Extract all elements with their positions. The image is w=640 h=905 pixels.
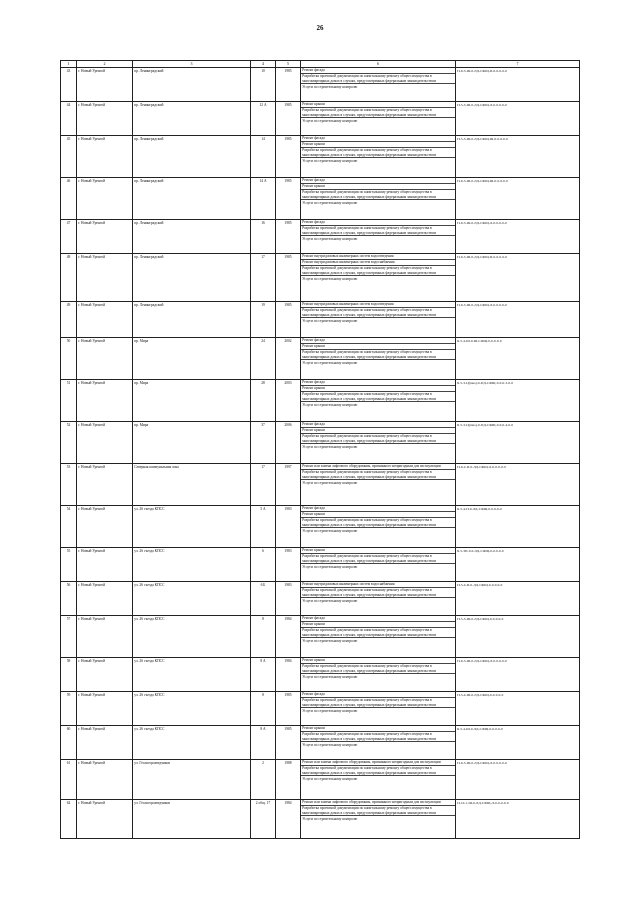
work-item: Разработка проектной документации по капитальному ремонту общего имущества в многоквартирных домах в случаях, предусмотренных федеральным законодательством [301, 628, 455, 638]
house-cell: 8 [251, 692, 276, 725]
works-cell [301, 582, 456, 615]
year-cell: 1984 [276, 616, 301, 657]
work-item: Разработка проектной документации по капитальному ремонту общего имущества в многоквартирных домах в случаях, предусмотренных федеральным законодательством [301, 470, 455, 480]
work-item: Ремонт фасада [301, 178, 455, 184]
work-item: Ремонт крыши [301, 428, 455, 434]
street-cell: пр. Ленинградский [133, 178, 251, 219]
street-cell: Северная коммунальная зона [133, 464, 251, 505]
work-item: Ремонт или замена лифтового оборудования, признанного непригодным для эксплуатации [301, 760, 455, 766]
code-cell: Б-5-4-П-0-ЛД-СФЩ-0-0-0-0-0 [457, 506, 502, 511]
work-item: Ремонт фасада [301, 136, 455, 142]
row-number: 44 [61, 102, 77, 135]
work-item: Услуги по строительному контролю [302, 402, 358, 407]
work-item: Услуги по строительному контролю [302, 444, 358, 449]
row-number: 50 [61, 338, 77, 379]
street-cell: пр. Мира [133, 380, 251, 421]
house-cell: 12 А [251, 102, 276, 135]
street-cell: ул. 26 съезда КПСС [133, 616, 251, 657]
work-item: Ремонт фасада [301, 616, 455, 622]
code-cell: П-9-3-Ш-0-ЛД-СФЩ-Л-0-0-0-0-0 [457, 302, 507, 307]
works-cell [301, 338, 456, 379]
code-cell: П-5-4-Ш-0-ЛД-СФЩ-0-0-0-0-0 [457, 692, 504, 697]
city-cell: г. Новый Уренгой [77, 102, 133, 135]
table-row [60, 547, 580, 581]
work-item: Разработка проектной документации по капитальному ремонту общего имущества в многоквартирных домах в случаях, предусмотренных федеральным законодательством [301, 350, 455, 360]
work-item: Услуги по строительному контролю [302, 564, 358, 569]
work-item: Ремонт крыши [301, 512, 455, 518]
row-number: 57 [61, 616, 77, 657]
house-cell: 14 [251, 136, 276, 177]
city-cell: г. Новый Уренгой [77, 800, 133, 838]
table-row [60, 463, 580, 505]
work-item: Услуги по строительному контролю [302, 158, 358, 163]
works-cell [301, 658, 456, 691]
city-cell: г. Новый Уренгой [77, 760, 133, 799]
work-item: Разработка проектной документации по капитальному ремонту общего имущества в многоквартирных домах в случаях, предусмотренных федеральным законодательством [301, 190, 455, 200]
street-cell: ул. 26 съезда КПСС [133, 548, 251, 581]
year-cell: 2003 [276, 380, 301, 421]
house-cell: 14 А [251, 178, 276, 219]
house-cell: 2 общ. 17 [251, 800, 276, 838]
page-number: 26 [316, 24, 324, 32]
table-row [60, 725, 580, 759]
table-row [60, 253, 580, 301]
year-cell: 1984 [276, 800, 301, 838]
work-item: Разработка проектной документации по капитальному ремонту общего имущества в многоквартирных домах в случаях, предусмотренных федеральным законодательством [301, 226, 455, 236]
year-cell: 1985 [276, 692, 301, 725]
city-cell: г. Новый Уренгой [77, 422, 133, 463]
row-number: 61 [61, 760, 77, 799]
code-cell: П-9-3-Ш-0-ЛД-СФЩ-Л-0-0-0-0-0 [457, 220, 507, 225]
city-cell: г. Новый Уренгой [77, 338, 133, 379]
table-header-row [60, 60, 580, 67]
table-row [60, 379, 580, 421]
works-cell [301, 422, 456, 463]
row-number: 53 [61, 464, 77, 505]
house-cell: 8 А [251, 658, 276, 691]
code-cell: П-5-3-Ш-0-ЛД-СФЩ-0-0-0-0-0 [457, 616, 504, 621]
table-row [60, 67, 580, 101]
street-cell: ул. 26 съезда КПСС [133, 506, 251, 547]
works-cell [301, 68, 456, 101]
code-cell: П-9-3-Ш-0-ЛД-СФЩ-Л-0-0-0-0-0 [457, 658, 507, 663]
city-cell: г. Новый Уренгой [77, 380, 133, 421]
house-cell: 17 [251, 254, 276, 301]
work-item: Разработка проектной документации по капитальному ремонту общего имущества в многоквартирных домах в случаях, предусмотренных федеральным законодательством [301, 148, 455, 158]
work-item: Разработка проектной документации по капитальному ремонту общего имущества в многоквартирных домах в случаях, предусмотренных федеральным законодательством [301, 554, 455, 564]
work-item: Ремонт крыши [301, 548, 455, 554]
work-item: Ремонт или замена лифтового оборудования, признанного непригодным для эксплуатации [301, 800, 455, 806]
table-row [60, 135, 580, 177]
house-cell: 28 [251, 380, 276, 421]
works-cell [301, 760, 456, 799]
code-cell: П-9-3-Ш-0-ЛД-СФЩ-П-0-0-0-0-0 [457, 254, 507, 259]
works-cell [301, 506, 456, 547]
works-cell [301, 220, 456, 253]
year-cell: 1984 [276, 658, 301, 691]
work-item: Услуги по строительному контролю [302, 674, 358, 679]
header-cell: 7 [516, 61, 519, 66]
work-item: Ремонт фасада [301, 506, 455, 512]
work-item: Ремонт фасада [301, 422, 455, 428]
works-cell [301, 136, 456, 177]
works-cell [301, 692, 456, 725]
work-item: Разработка проектной документации по капитальному ремонту общего имущества в многоквартирных домах в случаях, предусмотренных федеральным законодательством [301, 806, 455, 816]
row-number: 45 [61, 136, 77, 177]
code-cell: П-5-3-Ш-0-ЛД-СФЩ-Л-0-0-0-0-0 [457, 102, 507, 107]
table-row [60, 101, 580, 135]
house-cell: 6 [251, 548, 276, 581]
street-cell: пр. Ленинградский [133, 220, 251, 253]
header-cell: 1 [61, 61, 77, 67]
work-item: Ремонт крыши [301, 622, 455, 628]
row-number: 59 [61, 692, 77, 725]
row-number: 60 [61, 726, 77, 759]
house-cell: 24 [251, 338, 276, 379]
year-cell: 1985 [276, 220, 301, 253]
work-item: Ремонт крыши [301, 142, 455, 148]
row-number: 46 [61, 178, 77, 219]
row-number: 51 [61, 380, 77, 421]
code-cell: П-9-3-Ш-0-ЛД-СФЩ-Ш-0-0-0-0-0 [457, 178, 508, 183]
street-cell: пр. Мира [133, 422, 251, 463]
table-row [60, 219, 580, 253]
street-cell: пр. Мира [133, 338, 251, 379]
city-cell: г. Новый Уренгой [77, 464, 133, 505]
work-item: Услуги по строительному контролю [302, 360, 358, 365]
header-cell: 3 [133, 61, 251, 67]
work-item: Ремонт крыши [301, 184, 455, 190]
work-item: Ремонт внутридомовых инженерных систем водоснабжения [301, 260, 455, 266]
works-cell [301, 302, 456, 337]
work-item: Разработка проектной документации по капитальному ремонту общего имущества в многоквартирных домах в случаях, предусмотренных федеральным законодательством [301, 664, 455, 674]
table-body [60, 67, 580, 839]
work-item: Услуги по строительному контролю [302, 638, 358, 643]
year-cell: 1983 [276, 582, 301, 615]
city-cell: г. Новый Уренгой [77, 548, 133, 581]
code-cell: Б-5-3-Ц(пмо)-0-ПД-СФЩ-0-0-0-4-0-0 [457, 422, 514, 427]
year-cell: 1985 [276, 302, 301, 337]
work-item: Услуги по строительному контролю [302, 528, 358, 533]
works-cell [301, 800, 456, 838]
work-item: Разработка проектной документации по капитальному ремонту общего имущества в многоквартирных домах в случаях, предусмотренных федеральным законодательством [301, 74, 455, 84]
year-cell: 1985 [276, 726, 301, 759]
work-item: Разработка проектной документации по капитальному ремонту общего имущества в многоквартирных домах в случаях, предусмотренных федеральным законодательством [301, 518, 455, 528]
work-item: Ремонт фасада [301, 692, 455, 698]
city-cell: г. Новый Уренгой [77, 616, 133, 657]
row-number: 43 [61, 68, 77, 101]
header-cell: 2 [77, 61, 133, 67]
row-number: 56 [61, 582, 77, 615]
table-row [60, 615, 580, 657]
year-cell: 1985 [276, 102, 301, 135]
house-cell: 37 [251, 422, 276, 463]
table-row [60, 799, 580, 839]
house-cell: 8 А [251, 726, 276, 759]
year-cell: 1988 [276, 760, 301, 799]
work-item: Разработка проектной документации по капитальному ремонту общего имущества в многоквартирных домах в случаях, предусмотренных федеральным законодательством [301, 766, 455, 776]
year-cell: 1985 [276, 254, 301, 301]
city-cell: г. Новый Уренгой [77, 136, 133, 177]
house-cell: 17 [251, 464, 276, 505]
work-item: Услуги по строительному контролю [302, 276, 358, 281]
city-cell: г. Новый Уренгой [77, 692, 133, 725]
house-cell: 5 А [251, 506, 276, 547]
header-cell: 6 [301, 61, 456, 67]
work-item: Услуги по строительному контролю [302, 480, 358, 485]
work-item: Ремонт фасада [301, 68, 455, 74]
work-item: Услуги по строительному контролю [302, 318, 358, 323]
street-cell: пр. Ленинградский [133, 68, 251, 101]
work-item: Ремонт фасада [301, 220, 455, 226]
street-cell: пр. Ленинградский [133, 254, 251, 301]
street-cell: пр. Ленинградский [133, 102, 251, 135]
street-cell: ул. 26 съезда КПСС [133, 582, 251, 615]
house-cell: 16 [251, 220, 276, 253]
street-cell: ул. 26 съезда КПСС [133, 726, 251, 759]
work-item: Разработка проектной документации по капитальному ремонту общего имущества в многоквартирных домах в случаях, предусмотренных федеральным законодательством [301, 308, 455, 318]
table-row [60, 337, 580, 379]
code-cell: Б-5-4-Ш-0-Ш-СФЩ-0-0-0-0-0 [457, 338, 502, 343]
table-row [60, 691, 580, 725]
street-cell: пр. Ленинградский [133, 302, 251, 337]
work-item: Разработка проектной документации по капитальному ремонту общего имущества в многоквартирных домах в случаях, предусмотренных федеральным законодательством [301, 434, 455, 444]
row-number: 58 [61, 658, 77, 691]
works-table [60, 60, 580, 839]
code-cell: П-9-3-Ш-0-ЛД-СФЩ-П-0-0-0-0-0 [457, 68, 507, 73]
work-item: Разработка проектной документации по капитальному ремонту общего имущества в многоквартирных домах в случаях, предусмотренных федеральным законодательством [301, 588, 455, 598]
code-cell: Б-5-3П-0-0-ЛД-СФЩ-0-0-0-0-0 [457, 548, 504, 553]
street-cell: ул. Геологоразведчиков [133, 760, 251, 799]
works-cell [301, 178, 456, 219]
works-cell [301, 102, 456, 135]
works-cell [301, 726, 456, 759]
works-cell [301, 380, 456, 421]
code-cell: П-9-2-П-0-ЛД-СФЩ-Л-0-0-0-0-0 [457, 464, 506, 469]
year-cell: 1985 [276, 178, 301, 219]
work-item: Ремонт фасада [301, 338, 455, 344]
work-item: Ремонт или замена лифтового оборудования, признанного непригодным для эксплуатации [301, 464, 455, 470]
code-cell: П-5-4-П-0-ЛД-СФЩ-0-0-0-0-0 [457, 582, 503, 587]
work-item: Ремонт крыши [301, 726, 455, 732]
year-cell: 2006 [276, 422, 301, 463]
code-cell: Б-5-3-Ц(пмо)-0-ПД-СФЩ-0-0-0-3-0-0 [457, 380, 514, 385]
code-cell: П-10-1-Ш-0-ЛД-СФЩ-Л-0-0-0-0-0 [457, 800, 509, 805]
work-item: Ремонт крыши [301, 658, 455, 664]
work-item: Услуги по строительному контролю [302, 816, 358, 821]
city-cell: г. Новый Уренгой [77, 726, 133, 759]
year-cell: 1983 [276, 506, 301, 547]
table-row [60, 505, 580, 547]
street-cell: ул. Геологоразведчиков [133, 800, 251, 838]
work-item: Ремонт крыши [301, 102, 455, 108]
work-item: Ремонт фасада [301, 380, 455, 386]
work-item: Ремонт крыши [301, 344, 455, 350]
city-cell: г. Новый Уренгой [77, 178, 133, 219]
works-cell [301, 254, 456, 301]
year-cell: 1985 [276, 68, 301, 101]
work-item: Ремонт внутридомовых инженерных систем водоотведения [301, 254, 455, 260]
work-item: Ремонт внутридомовых инженерных систем водоотведения [301, 302, 455, 308]
row-number: 52 [61, 422, 77, 463]
works-cell [301, 464, 456, 505]
work-item: Услуги по строительному контролю [302, 708, 358, 713]
work-item: Разработка проектной документации по капитальному ремонту общего имущества в многоквартирных домах в случаях, предусмотренных федеральным законодательством [301, 108, 455, 118]
year-cell: 2002 [276, 338, 301, 379]
work-item: Услуги по строительному контролю [302, 776, 358, 781]
house-cell: 2 [251, 760, 276, 799]
work-item: Разработка проектной документации по капитальному ремонту общего имущества в многоквартирных домах в случаях, предусмотренных федеральным законодательством [301, 266, 455, 276]
table-row [60, 581, 580, 615]
year-cell: 1983 [276, 548, 301, 581]
house-cell: 8 [251, 616, 276, 657]
row-number: 48 [61, 254, 77, 301]
city-cell: г. Новый Уренгой [77, 68, 133, 101]
year-cell: 1997 [276, 464, 301, 505]
work-item: Услуги по строительному контролю [302, 84, 358, 89]
work-item: Услуги по строительному контролю [302, 236, 358, 241]
work-item: Ремонт внутридомовых инженерных систем водоснабжения [301, 582, 455, 588]
row-number: 47 [61, 220, 77, 253]
city-cell: г. Новый Уренгой [77, 658, 133, 691]
city-cell: г. Новый Уренгой [77, 582, 133, 615]
row-number: 49 [61, 302, 77, 337]
house-cell: 19 [251, 302, 276, 337]
house-cell: 6 Б [251, 582, 276, 615]
city-cell: г. Новый Уренгой [77, 302, 133, 337]
work-item: Услуги по строительному контролю [302, 200, 358, 205]
table-row [60, 759, 580, 799]
city-cell: г. Новый Уренгой [77, 506, 133, 547]
work-item: Ремонт крыши [301, 386, 455, 392]
row-number: 55 [61, 548, 77, 581]
row-number: 54 [61, 506, 77, 547]
code-cell: П-5-3-Ш-0-ЛД-СФЩ-Ш-0-0-0-0-0 [457, 136, 508, 141]
work-item: Разработка проектной документации по капитальному ремонту общего имущества в многоквартирных домах в случаях, предусмотренных федеральным законодательством [301, 698, 455, 708]
work-item: Услуги по строительному контролю [302, 742, 358, 747]
header-cell: 5 [276, 61, 301, 67]
header-cell: 4 [251, 61, 276, 67]
work-item: Разработка проектной документации по капитальному ремонту общего имущества в многоквартирных домах в случаях, предусмотренных федеральным законодательством [301, 732, 455, 742]
code-cell: Б-5-4-Ш-0-ЛД-СФЩ-0-0-0-0-0 [457, 726, 503, 731]
work-item: Разработка проектной документации по капитальному ремонту общего имущества в многоквартирных домах в случаях, предусмотренных федеральным законодательством [301, 392, 455, 402]
city-cell: г. Новый Уренгой [77, 220, 133, 253]
city-cell: г. Новый Уренгой [77, 254, 133, 301]
table-row [60, 177, 580, 219]
table-row [60, 421, 580, 463]
row-number: 62 [61, 800, 77, 838]
works-cell [301, 616, 456, 657]
code-cell: П-9-3-Ш-0-ЛД-СФЩ-Л-0-0-0-0-0 [457, 760, 507, 765]
table-row [60, 657, 580, 691]
house-cell: 10 [251, 68, 276, 101]
street-cell: ул. 26 съезда КПСС [133, 692, 251, 725]
work-item: Услуги по строительному контролю [302, 598, 358, 603]
work-item: Услуги по строительному контролю [302, 118, 358, 123]
works-cell [301, 548, 456, 581]
year-cell: 1985 [276, 136, 301, 177]
street-cell: пр. Ленинградский [133, 136, 251, 177]
table-row [60, 301, 580, 337]
street-cell: ул. 26 съезда КПСС [133, 658, 251, 691]
